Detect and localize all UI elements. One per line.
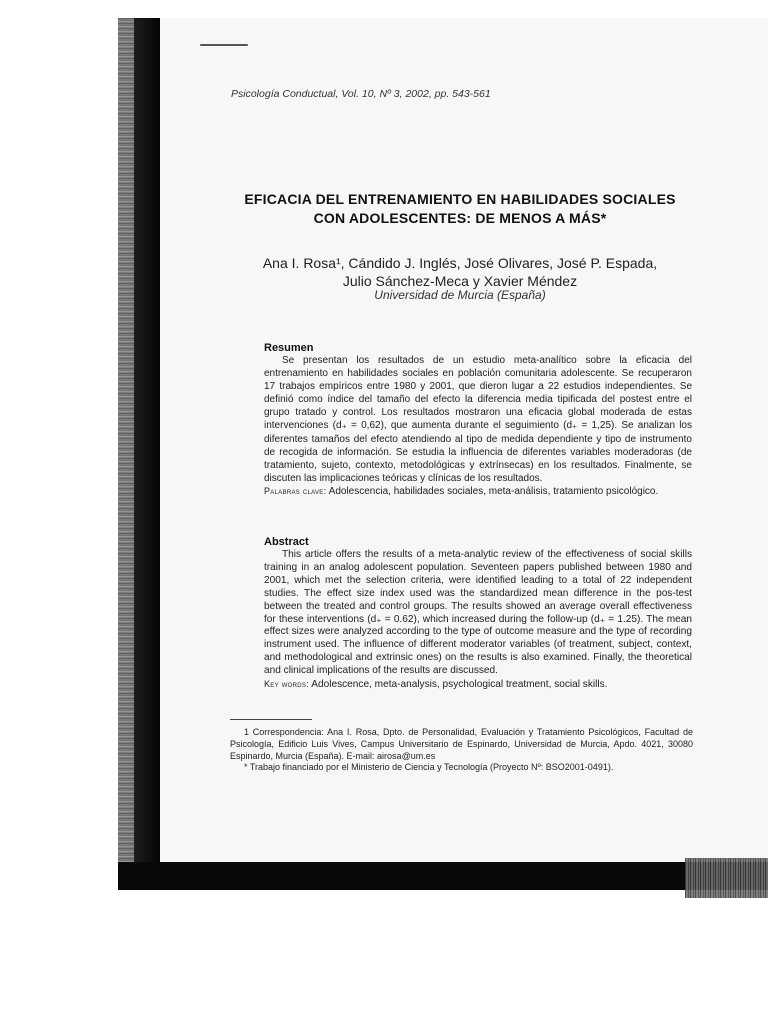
scan-bottom-border [118,862,768,890]
scan-corner-noise [685,858,768,898]
title-line-1: EFICACIA DEL ENTRENAMIENTO EN HABILIDADES SOCIALES [244,191,676,207]
footnote-rule [230,719,312,720]
author-list [200,254,720,290]
resumen-heading: Resumen [264,342,314,354]
resumen-text: Se presentan los resultados de un estudio meta-analítico sobre la eficacia del entrenamiento en habilidades sociales en población comunitaria adolescente. Se recuperaron 17 trabajos empíricos entre 1980 y 2001, que dieron lugar a 22 estudios independientes. Se definió como índice del tamaño del efecto la diferencia media tipificada del postest entre el grupo tratado y control. Los resultados mostraron una eficacia global moderada de estas intervenciones (d₊ = 0,62), que aumenta durante el seguimiento (d₊ = 1,25). Se analizan los diferentes tamaños del efecto atendiendo al tipo de medida dependiente y tipo de instrumento de recogida de información. Se estudia la influencia de diferentes variables moderadoras (de tratamiento, sujeto, contexto, metodológicas y extrínsecas) en los resultados. Finalmente, se discuten las implicaciones teóricas y clínicas de los resultados. [264,355,692,484]
footnote-2: * Trabajo financiado por el Ministerio de Ciencia y Tecnología (Proyecto Nº: BSO2001-0491). [244,762,614,773]
article-title [200,190,720,228]
abstract-keywords-label: Key words: [264,679,310,690]
title-line-2: CON ADOLESCENTES: DE MENOS A MÁS* [313,210,607,226]
footnotes [230,727,693,774]
abstract-body [264,549,692,692]
pen-mark [200,44,248,46]
footnote-1: 1 Correspondencia: Ana I. Rosa, Dpto. de Personalidad, Evaluación y Tratamiento Psicológicos, Facultad de Psicología, Edificio Luis Vives, Campus Universitario de Espinardo, Universidad de Murcia, Apdo. 4021, 30080 Espinardo, Murcia (España). E-mail: airosa@um.es [230,727,693,761]
authors-line-2: Julio Sánchez-Meca y Xavier Méndez [342,273,578,289]
resumen-keywords-label: Palabras clave: [264,485,327,496]
resumen-keywords: Adolescencia, habilidades sociales, meta-análisis, tratamiento psicológico. [328,485,659,497]
affiliation: Universidad de Murcia (España) [374,288,546,302]
authors-line-1: Ana I. Rosa¹, Cándido J. Inglés, José Olivares, José P. Espada, [262,255,658,271]
abstract-heading: Abstract [264,536,309,548]
scan-left-border [118,18,160,890]
resumen-body [264,354,692,498]
journal-citation: Psicología Conductual, Vol. 10, Nº 3, 2002, pp. 543-561 [231,88,491,100]
abstract-text: This article offers the results of a meta-analytic review of the effectiveness of social skills training in an analog adolescent population. Seventeen papers published between 1980 and 2001, which met the selection criteria, were identified leading to a total of 22 independent studies. The effect size index used was the standardized mean difference in the pos-test between the treated and control groups. The results showed an average overall effectiveness for these interventions (d₊ = 0.62), which increased during the follow-up (d₊ = 1.25). The mean effect sizes were analyzed according to the type of outcome measure and the type of recording instrument used. The influence of different moderator variables (of treatment, subject, context, and methodological and extrinsic ones) on the results is also examined. Finally, the theoretical and clinical implications of the results are discussed. [264,549,692,677]
abstract-keywords: Adolescence, meta-analysis, psychological treatment, social skills. [311,679,608,691]
